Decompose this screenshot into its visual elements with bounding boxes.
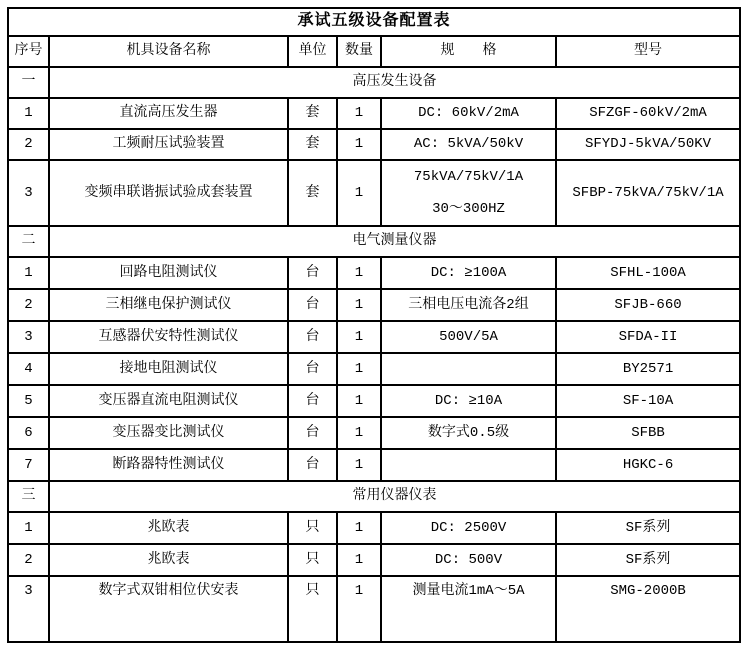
cell-spec: DC: ≥10A (381, 385, 556, 417)
cell-no: 3 (8, 576, 49, 642)
cell-model: SFHL-100A (556, 257, 740, 289)
cell-model: SMG-2000B (556, 576, 740, 642)
cell-model: SF-10A (556, 385, 740, 417)
col-header-spec: 规 格 (381, 36, 556, 67)
table-row (8, 257, 740, 289)
table-row (8, 321, 740, 353)
col-header-model: 型号 (556, 36, 740, 67)
cell-spec: 测量电流1mA～5A (381, 576, 556, 642)
table-row (8, 544, 740, 576)
cell-model: SFJB-660 (556, 289, 740, 321)
cell-model: BY2571 (556, 353, 740, 385)
section-title: 电气测量仪器 (49, 226, 740, 257)
cell-no: 1 (8, 512, 49, 544)
table-row (8, 385, 740, 417)
cell-model: SFBP-75kVA/75kV/1A (556, 160, 740, 226)
section-row-3 (8, 481, 740, 512)
cell-unit: 套 (288, 98, 337, 129)
cell-no: 1 (8, 98, 49, 129)
cell-name: 数字式双钳相位伏安表 (49, 576, 288, 642)
cell-qty: 1 (337, 449, 381, 481)
cell-unit: 台 (288, 321, 337, 353)
cell-no: 2 (8, 289, 49, 321)
spec-line-2: 30～300HZ (432, 201, 505, 217)
cell-spec: DC: ≥100A (381, 257, 556, 289)
cell-qty: 1 (337, 544, 381, 576)
cell-unit: 台 (288, 257, 337, 289)
cell-name: 变频串联谐振试验成套装置 (49, 160, 288, 226)
cell-spec: DC: 60kV/2mA (381, 98, 556, 129)
table-row (8, 576, 740, 642)
cell-model: SFBB (556, 417, 740, 449)
cell-unit: 台 (288, 353, 337, 385)
cell-name: 回路电阻测试仪 (49, 257, 288, 289)
cell-name: 兆欧表 (49, 544, 288, 576)
section-row-2 (8, 226, 740, 257)
cell-spec (381, 160, 556, 226)
cell-qty: 1 (337, 321, 381, 353)
cell-qty: 1 (337, 257, 381, 289)
cell-qty: 1 (337, 160, 381, 226)
cell-qty: 1 (337, 576, 381, 642)
cell-unit: 套 (288, 160, 337, 226)
table-row (8, 129, 740, 160)
header-row (8, 36, 740, 67)
cell-model: HGKC-6 (556, 449, 740, 481)
cell-spec: 三相电压电流各2组 (381, 289, 556, 321)
table-row (8, 512, 740, 544)
section-row-1 (8, 67, 740, 98)
cell-model: SF系列 (556, 544, 740, 576)
cell-model: SF系列 (556, 512, 740, 544)
cell-no: 5 (8, 385, 49, 417)
section-number: 三 (8, 481, 49, 512)
cell-no: 3 (8, 160, 49, 226)
cell-spec: 500V/5A (381, 321, 556, 353)
cell-spec (381, 449, 556, 481)
cell-qty: 1 (337, 512, 381, 544)
cell-unit: 台 (288, 289, 337, 321)
title-row (8, 8, 740, 36)
cell-unit: 台 (288, 385, 337, 417)
cell-unit: 台 (288, 449, 337, 481)
cell-no: 2 (8, 544, 49, 576)
spec-line-1: 75kVA/75kV/1A (413, 169, 524, 185)
cell-qty: 1 (337, 353, 381, 385)
cell-name: 接地电阻测试仪 (49, 353, 288, 385)
cell-no: 4 (8, 353, 49, 385)
cell-name: 三相继电保护测试仪 (49, 289, 288, 321)
cell-no: 1 (8, 257, 49, 289)
cell-unit: 只 (288, 512, 337, 544)
col-header-name: 机具设备名称 (49, 36, 288, 67)
cell-qty: 1 (337, 385, 381, 417)
cell-spec: AC: 5kVA/50kV (381, 129, 556, 160)
table-row (8, 289, 740, 321)
cell-qty: 1 (337, 98, 381, 129)
cell-unit: 套 (288, 129, 337, 160)
cell-unit: 只 (288, 544, 337, 576)
cell-name: 工频耐压试验装置 (49, 129, 288, 160)
table-row (8, 417, 740, 449)
cell-unit: 台 (288, 417, 337, 449)
section-number: 二 (8, 226, 49, 257)
cell-spec (381, 353, 556, 385)
cell-no: 7 (8, 449, 49, 481)
cell-unit: 只 (288, 576, 337, 642)
cell-no: 6 (8, 417, 49, 449)
cell-name: 变压器直流电阻测试仪 (49, 385, 288, 417)
cell-qty: 1 (337, 289, 381, 321)
cell-no: 3 (8, 321, 49, 353)
cell-model: SFYDJ-5kVA/50KV (556, 129, 740, 160)
table-row (8, 449, 740, 481)
cell-qty: 1 (337, 129, 381, 160)
cell-name: 直流高压发生器 (49, 98, 288, 129)
cell-name: 互感器伏安特性测试仪 (49, 321, 288, 353)
table-row (8, 353, 740, 385)
section-title: 常用仪器仪表 (49, 481, 740, 512)
table-row (8, 98, 740, 129)
cell-spec: 数字式0.5级 (381, 417, 556, 449)
cell-name: 变压器变比测试仪 (49, 417, 288, 449)
cell-spec: DC: 2500V (381, 512, 556, 544)
cell-name: 兆欧表 (49, 512, 288, 544)
cell-model: SFZGF-60kV/2mA (556, 98, 740, 129)
page-title: 承试五级设备配置表 (8, 8, 740, 36)
cell-no: 2 (8, 129, 49, 160)
cell-name: 断路器特性测试仪 (49, 449, 288, 481)
col-header-qty: 数量 (337, 36, 381, 67)
section-number: 一 (8, 67, 49, 98)
section-title: 高压发生设备 (49, 67, 740, 98)
cell-model: SFDA-II (556, 321, 740, 353)
cell-qty: 1 (337, 417, 381, 449)
cell-spec: DC: 500V (381, 544, 556, 576)
col-header-unit: 单位 (288, 36, 337, 67)
col-header-no: 序号 (8, 36, 49, 67)
equipment-config-table (7, 7, 741, 643)
table-row (8, 160, 740, 226)
